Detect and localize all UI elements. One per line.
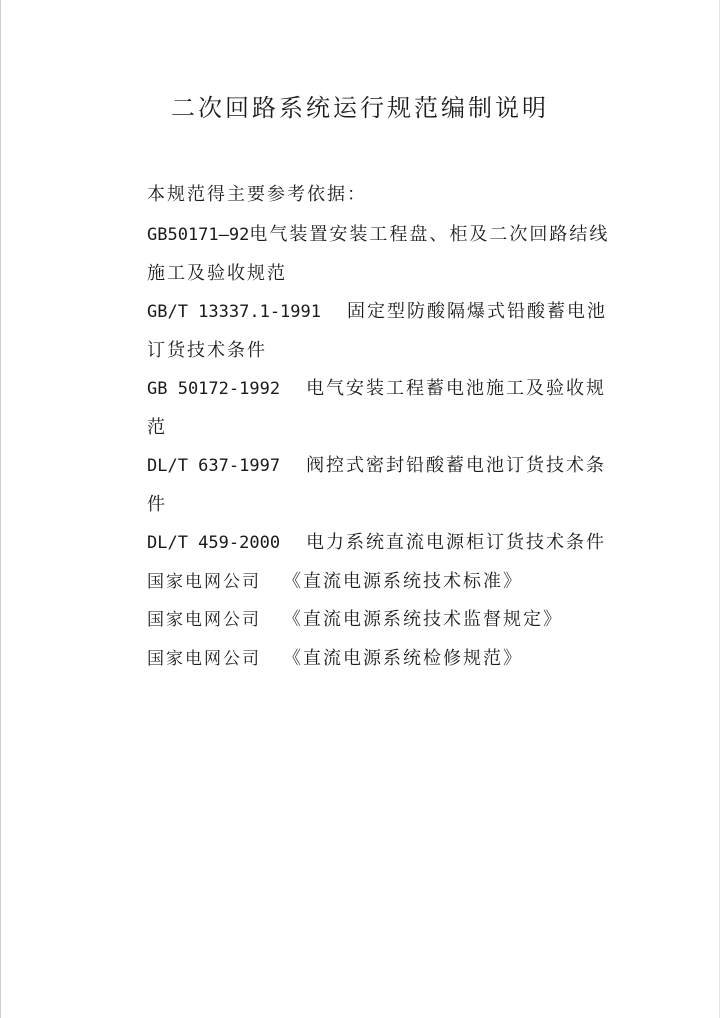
reference-name: 电气装置安装工程盘、柜及二次回路结线施工及验收规范 (147, 224, 610, 284)
reference-name: 固定型防酸隔爆式铅酸蓄电池订货技术条件 (147, 301, 607, 361)
reference-code: GB50171—92 (147, 225, 250, 245)
reference-item (147, 447, 617, 524)
reference-code: DL/T 637-1997 (147, 456, 281, 476)
reference-name: 阀控式密封铅酸蓄电池订货技术条件 (147, 455, 607, 515)
reference-item (147, 524, 617, 563)
reference-issuer: 国家电网公司 (147, 610, 261, 630)
reference-item (147, 370, 617, 447)
document-title: 二次回路系统运行规范编制说明 (171, 94, 549, 122)
reference-code: GB/T 13337.1-1991 (147, 302, 321, 322)
reference-item (147, 216, 617, 293)
reference-code: GB 50172-1992 (147, 379, 281, 399)
reference-name: 《直流电源系统检修规范》 (283, 647, 523, 669)
reference-issuer: 国家电网公司 (147, 648, 261, 669)
reference-name: 电力系统直流电源柜订货技术条件 (306, 532, 607, 553)
reference-item (147, 293, 617, 370)
reference-name: 《直流电源系统技术标准》 (283, 570, 523, 592)
reference-issuer: 国家电网公司 (147, 571, 261, 592)
reference-item (147, 640, 617, 679)
reference-code: DL/T 459-2000 (147, 533, 281, 553)
reference-name: 电气安装工程蓄电池施工及验收规范 (147, 378, 607, 438)
reference-list (147, 216, 617, 678)
references-intro: 本规范得主要参考依据： (147, 184, 367, 205)
reference-item (147, 563, 617, 602)
reference-item (147, 601, 617, 640)
reference-name: 《直流电源系统技术监督规定》 (283, 609, 563, 630)
